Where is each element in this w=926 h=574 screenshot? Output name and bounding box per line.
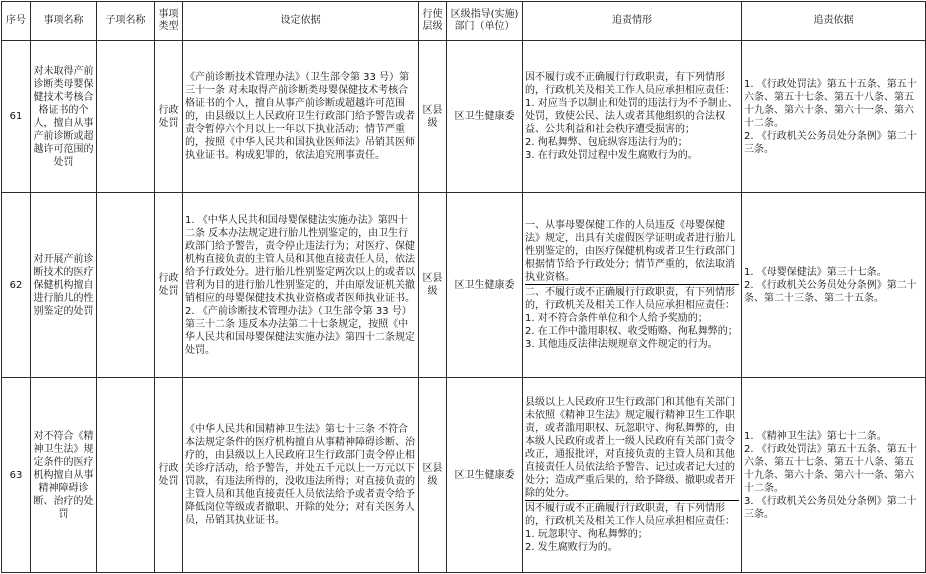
row-item-type: 行政处罚 xyxy=(155,41,183,193)
row-seq: 62 xyxy=(2,193,31,378)
table-row xyxy=(2,41,926,193)
accountability-table xyxy=(1,1,926,573)
header-acc-basis: 追责依据 xyxy=(742,2,926,41)
accountability-part-1: 一、从事母婴保健工作的人员违反《母婴保健法》规定，出具有关虚假医学证明或者进行胎儿性别鉴定的，由医疗保健机构或者卫生行政部门根据情节给予行政处分；情节严重的，依法取消执业资格。 xyxy=(525,220,735,283)
accountability-part-2: 二、不履行或不正确履行行政职责，有下列情形的，行政机关及相关工作人员应承担相应责任： 1. 对不符合条件单位和个人给予奖励的； 2. 在工作中滥用职权、收受贿赂、徇私舞弊的； 3. 其他违反法律法规规章文件规定的行为。 xyxy=(525,287,738,350)
header-level: 行使层级 xyxy=(419,2,447,41)
table-row xyxy=(2,378,926,573)
row-level: 区县级 xyxy=(419,378,447,573)
row-basis: 《中华人民共和国精神卫生法》第七十三条 不符合本法规定条件的医疗机构擅自从事精神障碍诊断、治疗的，由县级以上人民政府卫生行政部门责令停止相关诊疗活动，给予警告，并处五千元以上一万元以下罚款，有违法所得的，没收违法所得；对直接负责的主管人员和其他直接责任人员依法给予或者责令给予降低岗位等级或者撤职、开除的处分；对有关医务人员，吊销其执业证书。 xyxy=(183,378,419,573)
row-accountability xyxy=(523,193,742,378)
row-basis: 《产前诊断技术管理办法》（卫生部令第 33 号）第三十一条 对未取得产前诊断类母婴保健技术考核合格证书的个人，擅自从事产前诊断或超越许可范围的，由县级以上人民政府卫生行政部门给予警告或者责令暂停六个月以上一年以下执业活动；情节严重的，按照《中华人民共和国执业医师法》吊销其医师执业证书。构成犯罪的，依法追究刑事责任。 xyxy=(183,41,419,193)
row-sub-item xyxy=(97,193,155,378)
header-basis: 设定依据 xyxy=(183,2,419,41)
row-level: 区县级 xyxy=(419,193,447,378)
row-dept: 区卫生健康委 xyxy=(447,193,523,378)
row-accountability xyxy=(523,378,742,573)
header-accountability: 追责情形 xyxy=(523,2,742,41)
header-item-type: 事项类型 xyxy=(155,2,183,41)
row-acc-basis: 1. 《精神卫生法》第七十二条。 2. 《行政处罚法》第五十五条、第五十六条、第五十七条、第五十八条、第五十九条、第六十条、第六十一条、第六十二条。 3. 《行政机关公务员处分条例》第二十三条。 xyxy=(742,378,926,573)
header-item-name: 事项名称 xyxy=(31,2,97,41)
row-sub-item xyxy=(97,41,155,193)
section-divider xyxy=(525,284,739,285)
header-sub-item: 子项名称 xyxy=(97,2,155,41)
row-accountability: 因不履行或不正确履行行政职责，有下列情形的，行政机关及相关工作人员应承担相应责任： 1. 对应当予以制止和处罚的违法行为不予制止、处罚，致使公民、法人或者其他组织的合法权益、公共利益和社会秩序遭受损害的； 2. 徇私舞弊、包庇纵容违法行为的； 3. 在行政处罚过程中发生腐败行为的。 xyxy=(523,41,742,193)
section-divider xyxy=(525,500,739,501)
accountability-part-2: 因不履行或不正确履行行政职责，有下列情形的，行政机关及相关工作人员应承担相应责任： 1. 玩忽职守、徇私舞弊的； 2. 发生腐败行为的。 xyxy=(525,503,735,553)
accountability-part-1: 县级以上人民政府卫生行政部门和其他有关部门未依照《精神卫生法》规定履行精神卫生工作职责，或者滥用职权、玩忽职守、徇私舞弊的，由本级人民政府或者上一级人民政府有关部门责令改正，通报批评，对直接负责的主管人员和其他直接责任人员依法给予警告、记过或者记大过的处分；造成严重后果的，给予降级、撤职或者开除的处分。 xyxy=(525,397,735,499)
row-sub-item xyxy=(97,378,155,573)
row-acc-basis: 1. 《母婴保健法》第三十七条。 2. 《行政机关公务员处分条例》第二十条、第二十三条、第二十五条。 xyxy=(742,193,926,378)
row-item-name: 对开展产前诊断技术的医疗保健机构擅自进行胎儿的性别鉴定的处罚 xyxy=(31,193,97,378)
header-row xyxy=(2,2,926,41)
row-item-type: 行政处罚 xyxy=(155,193,183,378)
row-level: 区县级 xyxy=(419,41,447,193)
row-seq: 61 xyxy=(2,41,31,193)
row-dept: 区卫生健康委 xyxy=(447,41,523,193)
row-dept: 区卫生健康委 xyxy=(447,378,523,573)
row-item-name: 对不符合《精神卫生法》规定条件的医疗机构擅自从事精神障碍诊断、治疗的处罚 xyxy=(31,378,97,573)
row-basis: 1. 《中华人民共和国母婴保健法实施办法》第四十二条 反本办法规定进行胎儿性别鉴定的，由卫生行政部门给予警告，责令停止违法行为；对医疗、保健机构直接负责的主管人员和其他直接责任人员，依法给予行政处分。进行胎儿性别鉴定两次以上的或者以营利为目的进行胎儿性别鉴定的，并由原发证机关撤销相应的母婴保健技术执业资格或者医师执业证书。 2. 《产前诊断技术管理办法》（卫生部令第 33 号）第三十二条 违反本办法第二十七条规定，按照《中华人民共和国母婴保健法实施办法》第四十二条规定处罚。 xyxy=(183,193,419,378)
row-seq: 63 xyxy=(2,378,31,573)
table-row xyxy=(2,193,926,378)
row-acc-basis: 1. 《行政处罚法》第五十五条、第五十六条、第五十七条、第五十八条、第五十九条、第六十条、第六十一条、第六十二条。 2. 《行政机关公务员处分条例》第二十三条。 xyxy=(742,41,926,193)
header-seq: 序号 xyxy=(2,2,31,41)
row-item-type: 行政处罚 xyxy=(155,378,183,573)
row-item-name: 对未取得产前诊断类母婴保健技术考核合格证书的个人，擅自从事产前诊断或超越许可范围的处罚 xyxy=(31,41,97,193)
header-dept: 区级指导(实施)部门（单位） xyxy=(447,2,523,41)
